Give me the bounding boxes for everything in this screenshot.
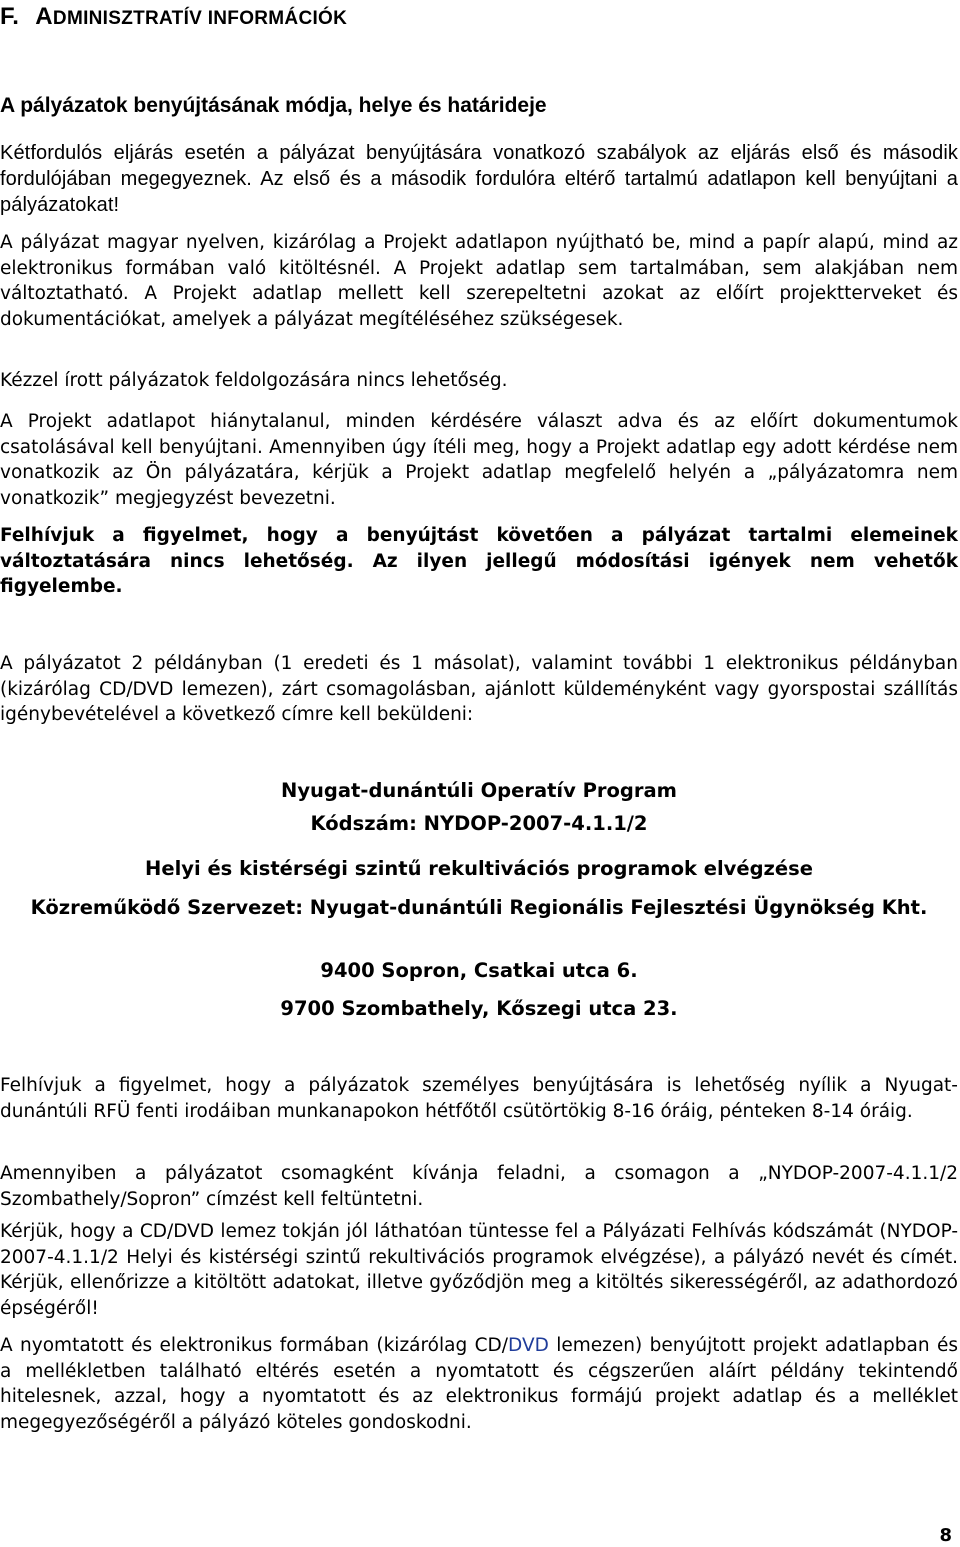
- paragraph-warning: Felhívjuk a figyelmet, hogy a benyújtást követően a pályázat tartalmi elemeinek változtatására nincs lehetőség. Az ilyen jellegű módosítási igények nem vehetők figyelembe.: [0, 525, 958, 597]
- address-sopron: 9400 Sopron, Csatkai utca 6.: [320, 959, 638, 982]
- paragraph-discrepancy: [0, 1333, 958, 1435]
- address-szombathely: 9700 Szombathely, Kőszegi utca 23.: [280, 997, 678, 1020]
- address-program: Nyugat-dunántúli Operatív Program: [281, 779, 677, 802]
- section-title-rest: DMINISZTRATÍV INFORMÁCIÓK: [52, 8, 348, 29]
- section-letter: F.: [0, 3, 20, 30]
- page-number: 8: [939, 1525, 952, 1546]
- address-code: Kódszám: NYDOP-2007-4.1.1/2: [310, 812, 648, 835]
- section-title-initial: A: [35, 3, 53, 30]
- paragraph-package: Amennyiben a pályázatot csomagként kívánja feladni, a csomagon a „NYDOP-2007-4.1.1/2 Szombathely/Sopron” címzést kell feltüntetni.: [0, 1163, 958, 1210]
- address-title: Helyi és kistérségi szintű rekultivációs programok elvégzése: [145, 857, 813, 880]
- paragraph-submission: A pályázatot 2 példányban (1 eredeti és 1 másolat), valamint további 1 elektronikus példányban (kizárólag CD/DVD lemezen), zárt csomagolásban, ajánlott küldeményként vagy gyorspostai szállítás igénybevételével a következő címre kell beküldeni:: [0, 653, 958, 725]
- dvd-link-text: DVD: [508, 1335, 549, 1356]
- paragraph-discrepancy-part1: A nyomtatott és elektronikus formában (kizárólag CD/: [0, 1335, 509, 1356]
- section-title: [0, 3, 347, 31]
- paragraph-language-form: A pályázat magyar nyelven, kizárólag a Projekt adatlapon nyújtható be, mind a papír alapú, mind az elektronikus formában való kitöltésnél. A Projekt adatlap sem tartalmában, sem alakjában nem változtatható. A Projekt adatlap mellett kell szerepeltetni azokat az előírt projektterveket és dokumentációkat, amelyek a pályázat megítéléséhez szükségesek.: [0, 232, 958, 330]
- subheading: A pályázatok benyújtásának módja, helye és határideje: [0, 94, 547, 117]
- address-organization: Közreműködő Szervezet: Nyugat-dunántúli Regionális Fejlesztési Ügynökség Kht.: [30, 896, 928, 919]
- paragraph-completeness: A Projekt adatlapot hiánytalanul, minden kérdésére választ adva és az előírt dokumentumok csatolásával kell benyújtani. Amennyiben úgy ítéli meg, hogy a Projekt adatlap egy adott kérdése nem vonatkozik az Ön pályázatára, kérjük a Projekt adatlap megfelelő helyén a „pályázatomra nem vonatkozik” megjegyzést bevezetni.: [0, 411, 958, 509]
- paragraph-personal-submission: Felhívjuk a figyelmet, hogy a pályázatok személyes benyújtására is lehetőség nyílik a Nyugat-dunántúli RFÜ fenti irodáiban munkanapokon hétfőtől csütörtökig 8-16 óráig, pénteken 8-14 óráig.: [0, 1075, 958, 1122]
- paragraph-discrepancy-part2: lemezen) benyújtott projekt adatlapban és a mellékletben található eltérés esetén a nyomtatott és cégszerűen aláírt példány tekintendő hitelesnek, azzal, hogy a nyomtatott és az elektronikus formájú projekt adatlap és a melléklet megegyezőségéről a pályázó köteles gondoskodni.: [0, 1335, 959, 1433]
- paragraph-handwritten: Kézzel írott pályázatok feldolgozására nincs lehetőség.: [0, 370, 508, 391]
- paragraph-two-round-procedure: Kétfordulós eljárás esetén a pályázat benyújtására vonatkozó szabályok az eljárás első és második fordulójában megegyeznek. Az első és a második fordulóra eltérő tartalmú adatlapon kell benyújtani a pályázatokat!: [0, 142, 958, 216]
- paragraph-cd-dvd: Kérjük, hogy a CD/DVD lemez tokján jól láthatóan tüntesse fel a Pályázati Felhívás kódszámát (NYDOP-2007-4.1.1/2 Helyi és kistérségi szintű rekultivációs programok elvégzése), a pályázó nevét és címét. Kérjük, ellenőrizze a kitöltött adatokat, illetve győződjön meg a kitöltés sikerességéről, az adathordozó épségéről!: [0, 1221, 958, 1319]
